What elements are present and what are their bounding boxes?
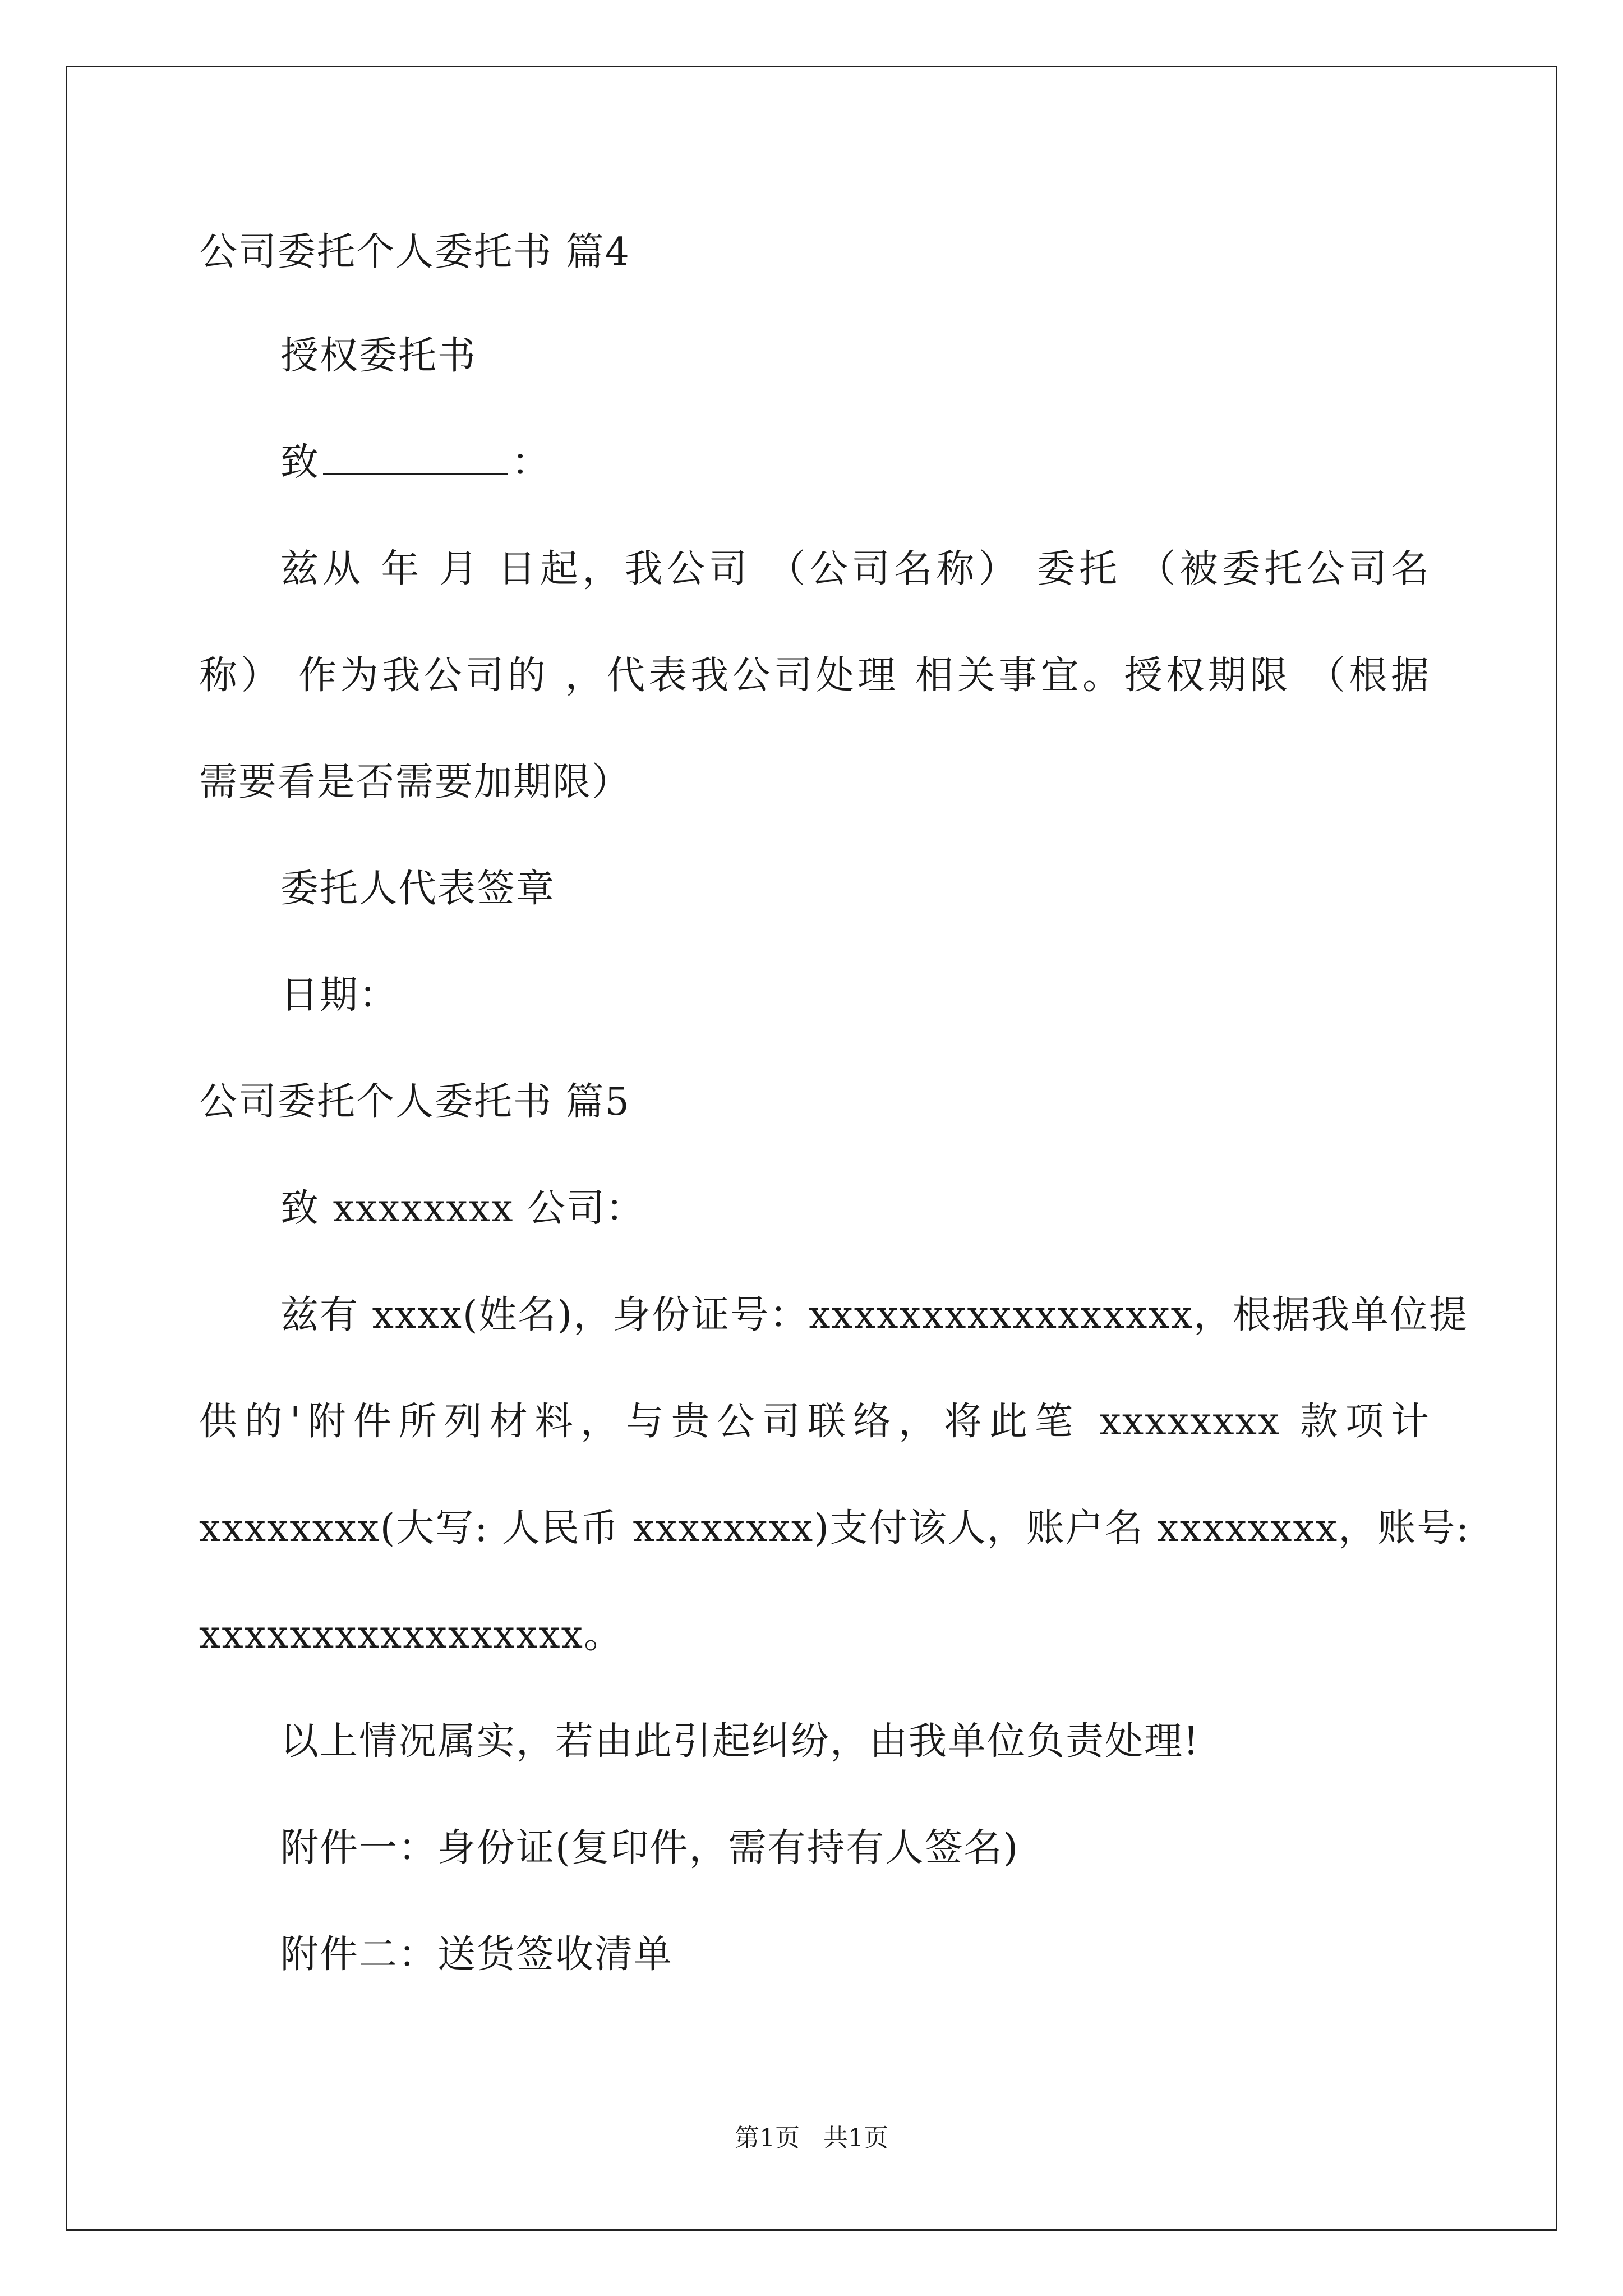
attachment-item: 附件二：送货签收清单 <box>280 1932 674 1977</box>
addressee-suffix: ： <box>511 440 551 485</box>
body-paragraph-line: 需要看是否需要加期限） <box>199 760 631 804</box>
addressee-blank <box>323 439 508 475</box>
page-number-footer: 第1页 共1页 <box>735 2124 888 2152</box>
body-paragraph-line: 称） 作为我公司的 ，代表我公司处理 相关事宜。授权期限 （根据 <box>199 654 1430 698</box>
page-border <box>66 66 1557 2231</box>
body-paragraph-line: 兹有 xxxx(姓名)，身份证号：xxxxxxxxxxxxxxxxx，根据我单位提 <box>280 1293 1469 1337</box>
addressee-line <box>280 435 551 491</box>
addressee-line: 致 xxxxxxxx 公司： <box>280 1186 645 1231</box>
body-paragraph-line: xxxxxxxxxxxxxxxxx。 <box>199 1613 623 1657</box>
statement-line: 以上情况属实，若由此引起纠纷，由我单位负责处理! <box>280 1719 1200 1764</box>
attachment-item: 附件一：身份证(复印件，需有持有人签名) <box>280 1826 1020 1870</box>
addressee-prefix: 致 <box>280 440 320 485</box>
body-paragraph-line: 兹从 年 月 日起，我公司 （公司名称） 委托 （被委托公司名 <box>280 547 1430 591</box>
body-paragraph-line: 供的'附件所列材料，与贵公司联络，将此笔 xxxxxxxx 款项计 <box>199 1400 1430 1444</box>
section-heading: 公司委托个人委托书 篇5 <box>199 1080 630 1124</box>
signature-label: 委托人代表签章 <box>280 867 556 911</box>
section-heading: 公司委托个人委托书 篇4 <box>199 230 630 274</box>
document-title: 授权委托书 <box>280 334 477 378</box>
date-label: 日期： <box>280 973 399 1018</box>
body-paragraph-line: xxxxxxxx(大写: 人民币 xxxxxxxx)支付该人，账户名 xxxxxxxx，账号: <box>199 1506 1470 1550</box>
